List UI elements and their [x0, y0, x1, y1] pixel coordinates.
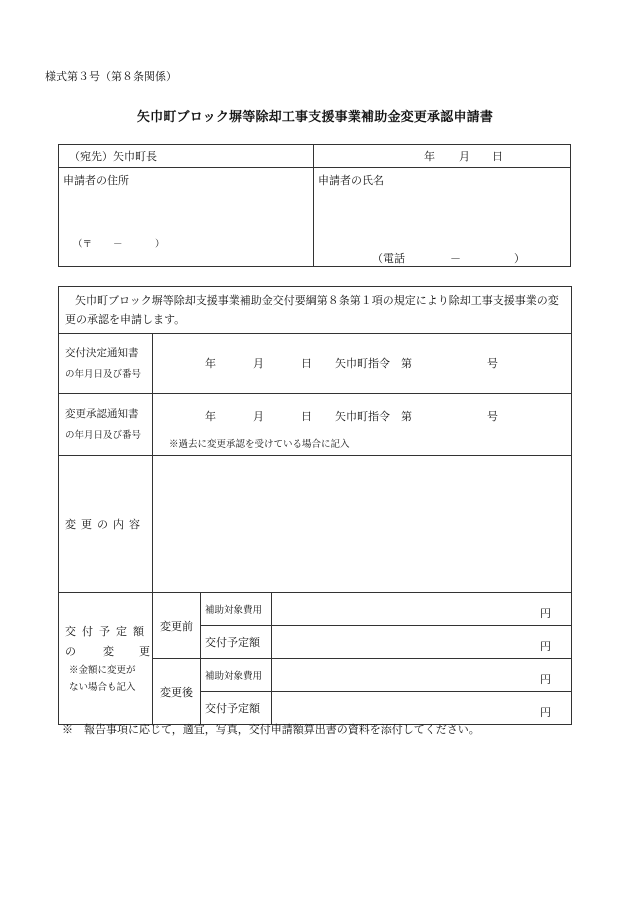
decision-month: 月 [253, 357, 264, 370]
before-grant-amount-label [201, 626, 272, 659]
before-subsidy-cost-field[interactable] [272, 593, 572, 626]
address-cell[interactable] [59, 168, 314, 267]
before-subsidy-cost-yen: 円 [540, 607, 552, 620]
change-year: 年 [205, 410, 216, 423]
postal-dash: － [113, 239, 123, 250]
after-subsidy-cost-field[interactable] [272, 659, 572, 692]
name-cell[interactable] [314, 168, 571, 267]
change-notice-label [59, 394, 153, 456]
before-grant-amount-yen: 円 [540, 640, 552, 653]
decision-number-suffix: 号 [487, 357, 498, 370]
grant-change-label-line1: 交付予定額 [65, 624, 150, 638]
after-change-label-text: 変更後 [160, 685, 193, 699]
before-grant-amount-field[interactable] [272, 626, 572, 659]
name-label: 申請者の氏名 [318, 174, 384, 187]
date-day-label: 日 [492, 150, 503, 163]
grant-change-note-line2: ない場合も記入 [69, 681, 136, 693]
after-grant-amount-label-text: 交付予定額 [205, 702, 260, 715]
after-grant-amount-field[interactable] [272, 692, 572, 725]
change-content-label [59, 456, 153, 593]
after-grant-amount-yen: 円 [540, 706, 552, 719]
change-notice-value[interactable] [153, 394, 572, 456]
phone-open: （電話 [372, 252, 405, 265]
date-month-label: 月 [459, 150, 470, 163]
form-number: 様式第３号（第８条関係） [45, 70, 177, 83]
change-day: 日 [301, 410, 312, 423]
grant-change-label-no: の [65, 644, 76, 658]
grant-change-note-line1: ※金額に変更が [69, 664, 136, 676]
change-number-prefix: 矢巾町指令 第 [335, 410, 412, 423]
addressee: （宛先）矢巾町長 [69, 150, 157, 163]
change-month: 月 [253, 410, 264, 423]
application-table [58, 286, 572, 725]
change-notice-label-line2: の年月日及び番号 [65, 429, 142, 441]
after-subsidy-cost-label [201, 659, 272, 692]
postal-open: （〒 [73, 239, 93, 250]
applicant-table [58, 144, 571, 267]
after-change-label [153, 659, 201, 725]
intro-text: 矢巾町ブロック塀等除却支援事業補助金交付要綱第８条第１項の規定により除却工事支援事業の変更の承認を申請します。 [59, 287, 572, 334]
date-year-label: 年 [424, 150, 435, 163]
change-content-label-text: 変更の内容 [65, 518, 145, 531]
grant-change-label-hen: 変 [103, 644, 114, 658]
grant-change-label-kou: 更 [139, 644, 150, 658]
before-subsidy-cost-label-text: 補助対象費用 [205, 605, 263, 616]
change-notice-note: ※過去に変更承認を受けている場合に記入 [169, 439, 350, 450]
phone-dash: － [450, 252, 461, 265]
before-grant-amount-label-text: 交付予定額 [205, 636, 260, 649]
after-grant-amount-label [201, 692, 272, 725]
page-title: 矢巾町ブロック塀等除却工事支援事業補助金変更承認申請書 [136, 110, 494, 125]
decision-notice-value[interactable] [153, 334, 572, 394]
decision-day: 日 [301, 357, 312, 370]
addressee-cell [59, 145, 314, 168]
decision-notice-label-line2: の年月日及び番号 [65, 368, 142, 380]
address-label: 申請者の住所 [63, 174, 129, 187]
before-subsidy-cost-label [201, 593, 272, 626]
decision-year: 年 [205, 357, 216, 370]
grant-change-label [59, 593, 153, 725]
grant-change-label-line2 [59, 642, 152, 662]
decision-number-prefix: 矢巾町指令 第 [335, 357, 412, 370]
decision-notice-label-line1: 交付決定通知書 [65, 346, 139, 359]
footnote: ※ 報告事項に応じて，適宜，写真，交付申請額算出書の資料を添付してください。 [62, 723, 480, 736]
phone-close: ） [514, 252, 525, 265]
decision-notice-label [59, 334, 153, 394]
change-content-field[interactable] [153, 456, 572, 593]
postal-close: ） [155, 239, 165, 250]
date-cell[interactable] [314, 145, 571, 168]
before-change-label-text: 変更前 [160, 619, 193, 633]
change-notice-label-line1: 変更承認通知書 [65, 407, 139, 420]
change-number-suffix: 号 [487, 410, 498, 423]
after-subsidy-cost-label-text: 補助対象費用 [205, 671, 263, 682]
after-subsidy-cost-yen: 円 [540, 673, 552, 686]
before-change-label [153, 593, 201, 659]
